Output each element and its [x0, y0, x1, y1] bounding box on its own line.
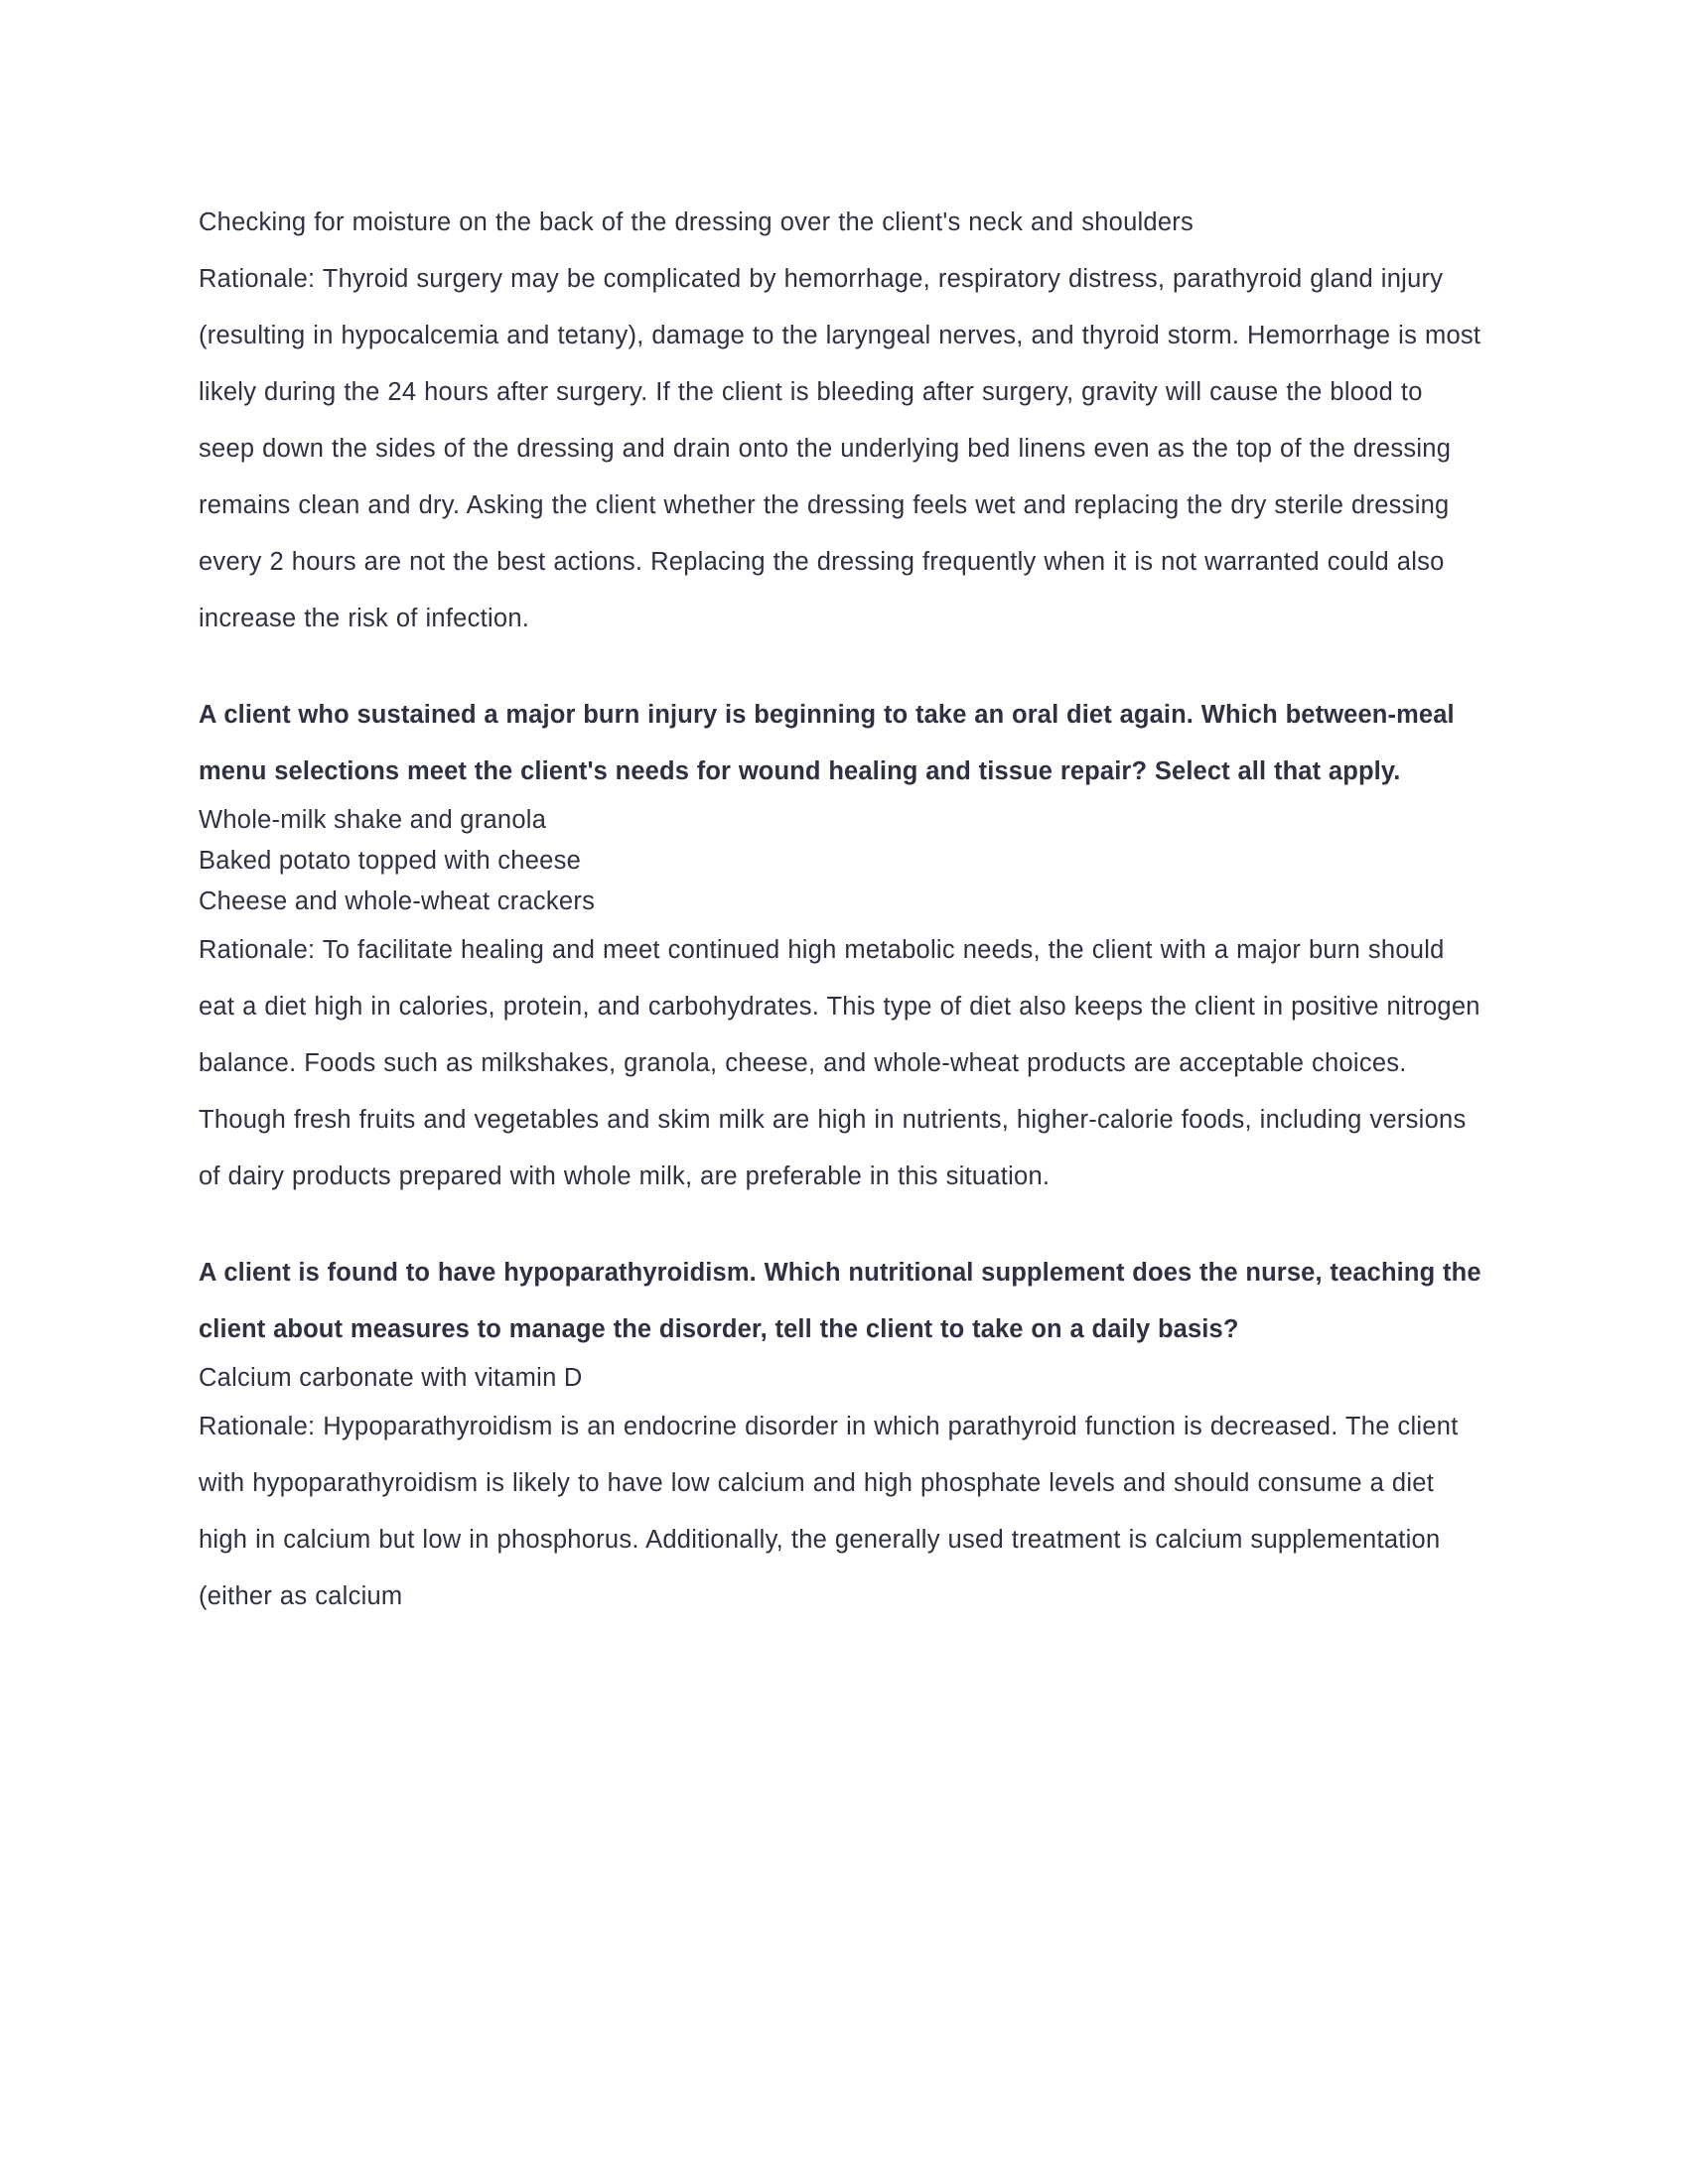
- question-hypoparathyroidism: A client is found to have hypoparathyroidism. Which nutritional supplement does the nurse, teaching the client about measures to manage the disorder, tell the client to take on a daily basis?: [199, 1259, 1481, 1343]
- rationale-paragraph-burn-injury: Rationale: To facilitate healing and meet continued high metabolic needs, the client with a major burn should eat a diet high in calories, protein, and carbohydrates. This type of diet also keeps the client in positive nitrogen balance. Foods such as milkshakes, granola, cheese, and whole-wheat products are acceptable choices. Though fresh fruits and vegetables and skim milk are high in nutrients, higher-calorie foods, including versions of dairy products prepared with whole milk, are preferable in this situation.: [199, 936, 1480, 1190]
- answer-option[interactable]: Cheese and whole-wheat crackers: [199, 887, 596, 915]
- answer-option-calcium-carbonate[interactable]: Calcium carbonate with vitamin D: [199, 1364, 583, 1392]
- document-body: [199, 195, 1481, 1625]
- answer-text-thyroid: Checking for moisture on the back of the dressing over the client's neck and shoulders: [199, 208, 1195, 236]
- rationale-paragraph-hypoparathyroidism: Rationale: Hypoparathyroidism is an endocrine disorder in which parathyroid function is decreased. The client with hypoparathyroidism is likely to have low calcium and high phosphate levels and should consume a diet high in calcium but low in phosphorus. Additionally, the generally used treatment is calcium supplementation (either as calcium: [199, 1413, 1459, 1610]
- rationale-paragraph-thyroid: Rationale: Thyroid surgery may be complicated by hemorrhage, respiratory distress, parathyroid gland injury (resulting in hypocalcemia and tetany), damage to the laryngeal nerves, and thyroid storm. Hemorrhage is most likely during the 24 hours after surgery. If the client is bleeding after surgery, gravity will cause the blood to seep down the sides of the dressing and drain onto the underlying bed linens even as the top of the dressing remains clean and dry. Asking the client whether the dressing feels wet and replacing the dry sterile dressing every 2 hours are not the best actions. Replacing the dressing frequently when it is not warranted could also increase the risk of infection.: [199, 265, 1481, 632]
- answer-option[interactable]: Whole-milk shake and granola: [199, 806, 547, 834]
- question-burn-injury-diet: A client who sustained a major burn injury is beginning to take an oral diet again. Which between-meal menu selections meet the client's needs for wound healing and tissue repair? Select all that apply.: [199, 701, 1455, 785]
- answer-options-burn-injury: [199, 800, 1481, 922]
- answer-option[interactable]: Baked potato topped with cheese: [199, 847, 582, 875]
